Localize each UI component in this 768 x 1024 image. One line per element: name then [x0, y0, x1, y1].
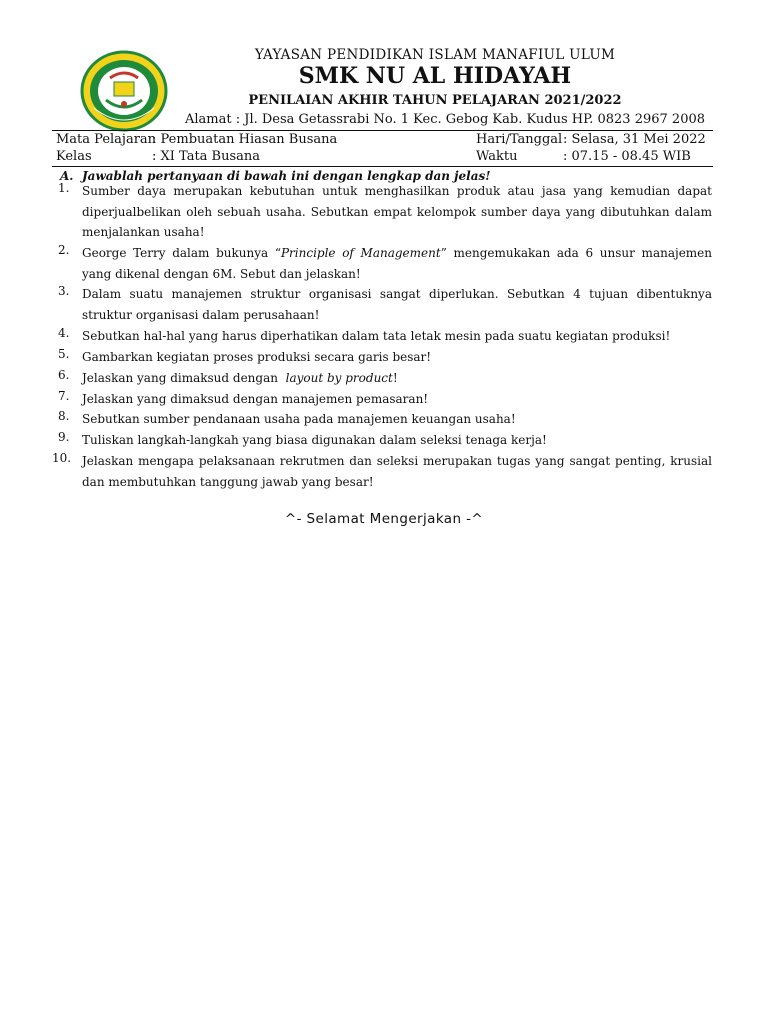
question-text: Sumber daya merupakan kebutuhan untuk menghasilkan produk atau jasa yang kemudian dapat diperjualbelikan oleh sebuah usaha. Sebutkan empat kelompok sumber daya yang dibutuhkan dalam menjalankan usaha!: [82, 184, 712, 239]
question-text: Gambarkan kegiatan proses produksi secara garis besar!: [82, 350, 432, 364]
closing-message: ^- Selamat Mengerjakan -^: [284, 511, 484, 527]
subject-value: : Pembuatan Hiasan Busana: [152, 132, 338, 147]
question-text: Tuliskan langkah-langkah yang biasa digunakan dalam seleksi tenaga kerja!: [82, 433, 547, 447]
class-label: Kelas: [56, 149, 92, 164]
foundation-name: YAYASAN PENDIDIKAN ISLAM MANAFIUL ULUM: [254, 47, 616, 63]
school-address: Alamat : Jl. Desa Getassrabi No. 1 Kec. Gebog Kab. Kudus HP. 0823 2967 2008: [184, 112, 706, 127]
time-value: : 07.15 - 08.45 WIB: [563, 149, 691, 164]
question-number: 5.: [58, 347, 70, 361]
date-label: Hari/Tanggal: [476, 132, 563, 147]
question-number: 2.: [58, 243, 70, 257]
question-text: Jelaskan mengapa pelaksanaan rekrutmen dan seleksi merupakan tugas yang sangat penting, krusial dan membutuhkan tanggung jawab yang besar!: [82, 454, 712, 489]
question-number: 8.: [58, 409, 70, 423]
question-number: 3.: [58, 284, 70, 298]
section-instruction: Jawablah pertanyaan di bawah ini dengan lengkap dan jelas!: [82, 169, 491, 183]
subject-label: Mata Pelajaran: [56, 132, 157, 147]
question-text: Sebutkan sumber pendanaan usaha pada manajemen keuangan usaha!: [82, 412, 516, 426]
school-name: SMK NU AL HIDAYAH: [298, 63, 572, 89]
time-label: Waktu: [476, 149, 518, 164]
question-text: Dalam suatu manajemen struktur organisasi sangat diperlukan. Sebutkan 4 tujuan dibentuknya struktur organisasi dalam perusahaan!: [82, 287, 712, 322]
question-text: George Terry dalam bukunya “Principle of Management” mengemukakan ada 6 unsur manajemen yang dikenal dengan 6M. Sebut dan jelaskan!: [82, 246, 713, 281]
exam-title: PENILAIAN AKHIR TAHUN PELAJARAN 2021/2022: [248, 93, 622, 108]
question-number: 6.: [58, 368, 70, 382]
question-text: Sebutkan hal-hal yang harus diperhatikan dalam tata letak mesin pada suatu kegiatan produksi!: [82, 329, 671, 343]
question-text: Jelaskan yang dimaksud dengan layout by product!: [82, 371, 398, 385]
question-text: Jelaskan yang dimaksud dengan manajemen pemasaran!: [82, 392, 429, 406]
date-value: : Selasa, 31 Mei 2022: [563, 132, 706, 147]
question-number: 9.: [58, 430, 70, 444]
question-number: 4.: [58, 326, 70, 340]
section-letter: A.: [60, 169, 74, 183]
question-number: 10.: [52, 451, 72, 465]
question-number: 7.: [58, 389, 70, 403]
question-number: 1.: [58, 181, 70, 195]
class-value: : XI Tata Busana: [152, 149, 261, 164]
